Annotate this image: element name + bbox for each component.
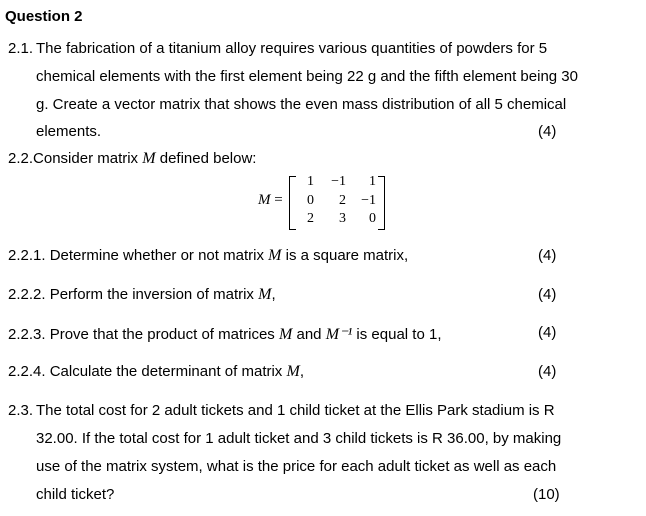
q2-1-number: 2.1. (8, 40, 34, 57)
matrix-cell-1-2: −1 (361, 193, 376, 208)
q2-2-2-number: 2.2.2. (8, 286, 46, 303)
q2-2-1-var: M (268, 247, 282, 264)
q2-2-heading (8, 150, 256, 168)
matrix-cell-0-0: 1 (307, 174, 314, 189)
q2-2-var: M (142, 150, 156, 167)
q2-1-marks: (4) (538, 123, 557, 140)
q2-2-1-before: Determine whether or not matrix (45, 247, 269, 264)
q2-2-3-number: 2.2.3. (8, 326, 46, 343)
q2-2-1 (8, 247, 408, 265)
q2-2-4-marks: (4) (538, 363, 557, 380)
q2-2-3-mid: and (292, 326, 326, 343)
q2-1-line-3: g. Create a vector matrix that shows the even mass distribution of all 5 chemical (36, 96, 567, 113)
q2-2-3 (8, 324, 442, 344)
matrix-equals: = (270, 192, 283, 208)
matrix-cell-2-2: 0 (369, 211, 376, 226)
q2-2-text-before: Consider matrix (33, 150, 143, 167)
q2-2-3-after: is equal to 1, (352, 326, 442, 343)
matrix-label (258, 192, 283, 209)
q2-2-2 (8, 286, 276, 304)
q2-2-3-var: M (278, 326, 293, 343)
q2-3-line-4: child ticket? (36, 486, 115, 503)
q2-3-line-2: 32.00. If the total cost for 1 adult ticket and 3 child tickets is R 36.00, by making (36, 430, 562, 447)
q2-1-line-4: elements. (36, 123, 102, 140)
q2-2-2-marks: (4) (538, 286, 557, 303)
q2-3-number: 2.3. (8, 402, 34, 419)
q2-2-2-after: , (271, 286, 276, 303)
matrix-cell-1-0: 0 (307, 193, 314, 208)
q2-2-1-after: is a square matrix, (281, 247, 409, 264)
matrix-right-bracket (378, 176, 385, 230)
q2-2-3-marks: (4) (538, 324, 557, 341)
matrix-cell-1-1: 2 (339, 193, 346, 208)
q2-3-line-3: use of the matrix system, what is the price for each adult ticket as well as each (36, 458, 557, 475)
q2-2-1-number: 2.2.1. (8, 247, 46, 264)
q2-1-line-1: The fabrication of a titanium alloy requires various quantities of powders for 5 (36, 40, 548, 57)
matrix-cell-0-1: −1 (331, 174, 346, 189)
q2-3-marks: (10) (533, 486, 560, 503)
q2-2-4-var: M (286, 363, 300, 380)
matrix-cell-2-1: 3 (339, 211, 346, 226)
q2-2-number: 2.2. (8, 150, 34, 167)
q2-1-line-2: chemical elements with the first element being 22 g and the fifth element being 30 (36, 68, 578, 85)
matrix-cell-0-2: 1 (369, 174, 376, 189)
q2-2-2-before: Perform the inversion of matrix (45, 286, 259, 303)
q2-2-4 (8, 363, 304, 381)
q2-3-line-1: The total cost for 2 adult tickets and 1 child ticket at the Ellis Park stadium is R (36, 402, 555, 419)
matrix-m (258, 174, 388, 230)
q2-2-1-marks: (4) (538, 247, 557, 264)
q2-2-4-after: , (299, 363, 304, 380)
q2-2-3-var2: M⁻¹ (325, 326, 353, 343)
q2-2-text-after: defined below: (155, 150, 257, 167)
question-title: Question 2 (5, 8, 83, 25)
matrix-cell-2-0: 2 (307, 211, 314, 226)
q2-2-4-before: Calculate the determinant of matrix (45, 363, 287, 380)
matrix-label-var: M (258, 192, 271, 208)
q2-2-2-var: M (258, 286, 272, 303)
q2-2-4-number: 2.2.4. (8, 363, 46, 380)
q2-2-3-before: Prove that the product of matrices (45, 326, 279, 343)
